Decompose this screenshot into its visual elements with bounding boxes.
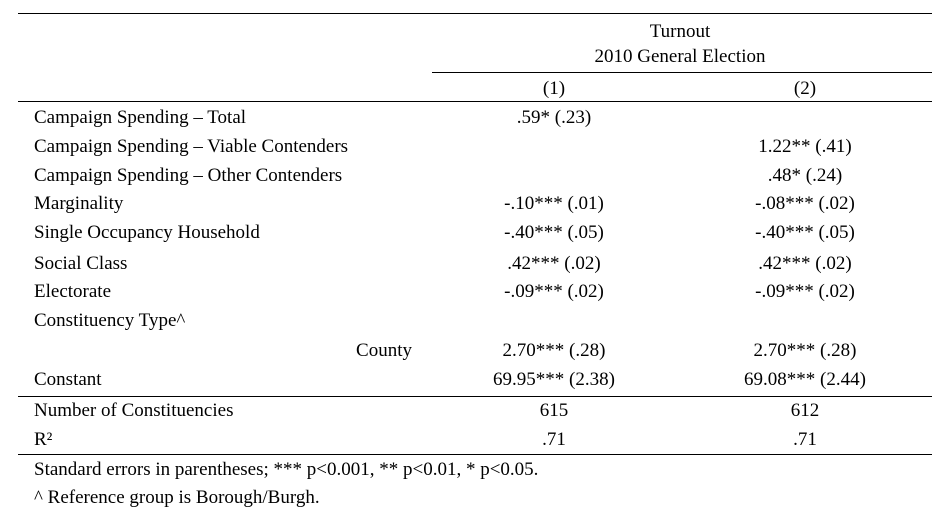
table-note: ^ Reference group is Borough/Burgh. bbox=[34, 487, 320, 508]
row-label: Marginality bbox=[34, 193, 124, 214]
row-value-col2: 2.70*** (.28) bbox=[753, 340, 857, 361]
row-value-col1: 69.95*** (2.38) bbox=[493, 369, 615, 390]
row-value-col1: -.10*** (.01) bbox=[504, 193, 604, 214]
row-label: Campaign Spending – Viable Contenders bbox=[34, 136, 349, 157]
column-header-1: (1) bbox=[542, 78, 566, 99]
row-label: Campaign Spending – Total bbox=[34, 107, 247, 128]
notes-rule bbox=[18, 454, 932, 455]
header-rule bbox=[432, 72, 932, 73]
row-label: Social Class bbox=[34, 253, 128, 274]
column-header-rule bbox=[18, 101, 932, 102]
row-label: Constant bbox=[34, 369, 102, 390]
row-label: Electorate bbox=[34, 281, 112, 302]
row-label-indented: County bbox=[356, 340, 412, 361]
stat-value-col1: 615 bbox=[539, 400, 569, 421]
row-value-col2: 69.08*** (2.44) bbox=[744, 369, 866, 390]
row-value-col1: 2.70*** (.28) bbox=[502, 340, 606, 361]
row-value-col1: -.40*** (.05) bbox=[504, 222, 604, 243]
stats-rule bbox=[18, 396, 932, 397]
row-value-col2: .42*** (.02) bbox=[758, 253, 852, 274]
row-value-col2: .48* (.24) bbox=[767, 165, 843, 186]
row-value-col1: .59* (.23) bbox=[516, 107, 592, 128]
row-value-col2: -.09*** (.02) bbox=[755, 281, 855, 302]
table-title-line1: Turnout bbox=[649, 21, 711, 42]
stat-label: R² bbox=[34, 429, 53, 450]
row-value-col2: -.40*** (.05) bbox=[755, 222, 855, 243]
top-rule bbox=[18, 13, 932, 14]
stat-label: Number of Constituencies bbox=[34, 400, 234, 421]
stat-value-col2: .71 bbox=[793, 429, 817, 450]
table-title-line2: 2010 General Election bbox=[594, 46, 766, 67]
row-value-col2: 1.22** (.41) bbox=[758, 136, 852, 157]
stat-value-col2: 612 bbox=[790, 400, 820, 421]
stat-value-col1: .71 bbox=[542, 429, 566, 450]
row-label: Single Occupancy Household bbox=[34, 222, 260, 243]
row-value-col1: .42*** (.02) bbox=[507, 253, 601, 274]
column-header-2: (2) bbox=[793, 78, 817, 99]
row-value-col2: -.08*** (.02) bbox=[755, 193, 855, 214]
row-label: Campaign Spending – Other Contenders bbox=[34, 165, 343, 186]
table-note: Standard errors in parentheses; *** p<0.001, ** p<0.01, * p<0.05. bbox=[34, 459, 539, 480]
row-value-col1: -.09*** (.02) bbox=[504, 281, 604, 302]
row-label: Constituency Type^ bbox=[34, 310, 186, 331]
